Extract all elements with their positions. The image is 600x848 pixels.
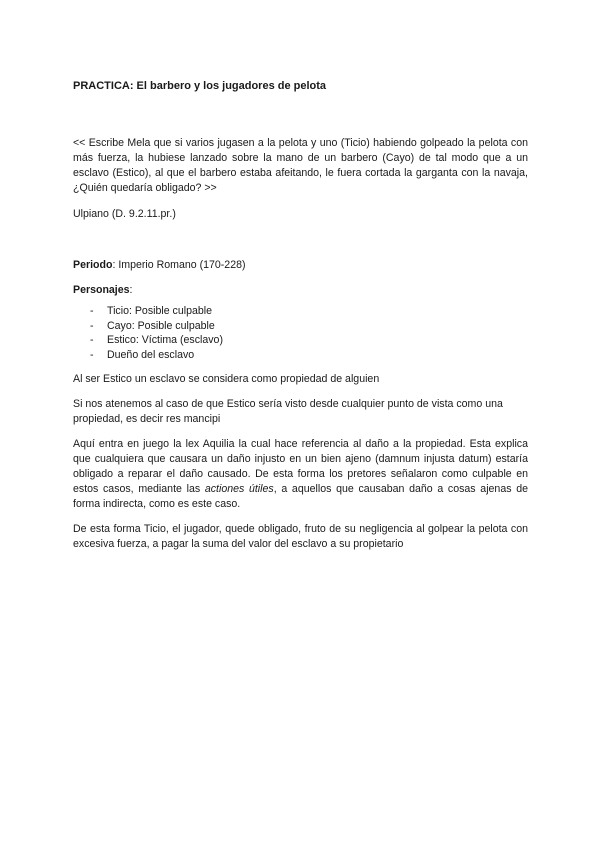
list-item-text: Ticio: Posible culpable <box>107 305 213 317</box>
lex-aquilia-italic: actiones útiles <box>204 483 274 496</box>
list-bullet: - <box>90 319 94 332</box>
list-item <box>73 319 528 334</box>
list-bullet: - <box>90 348 94 361</box>
page-title: PRACTICA: El barbero y los jugadores de pelota <box>73 80 327 92</box>
personajes-label: Personajes <box>73 284 130 296</box>
paragraph-res-mancipi: Si nos atenemos al caso de que Estico sería visto desde cualquier punto de vista como una propiedad, es decir res mancipi <box>73 398 503 426</box>
list-item-text: Dueño del esclavo <box>107 348 195 361</box>
periodo-label: Periodo <box>73 259 113 271</box>
list-bullet: - <box>90 305 94 317</box>
list-item-text: Estico: Víctima (esclavo) <box>107 334 223 347</box>
list-item <box>73 348 528 363</box>
paragraph-lex-aquilia <box>73 437 528 512</box>
personajes-heading <box>73 283 528 298</box>
list-item-text: Cayo: Posible culpable <box>107 319 215 332</box>
list-item <box>73 333 528 348</box>
citation: Ulpiano (D. 9.2.11.pr.) <box>73 208 176 220</box>
periodo-value: : Imperio Romano (170-228) <box>112 259 246 271</box>
quote-paragraph: << Escribe Mela que si varios jugasen a la pelota y uno (Ticio) habiendo golpeado la pelota con más fuerza, la hubiese lanzado sobre la mano de un barbero (Cayo) de tal modo que a un esclavo (Estico), al que el barbero estaba afeitando, le fuera cortada la garganta con la navaja, ¿Quién quedaría obligado? >> <box>73 137 528 194</box>
lex-aquilia-text-b: , a aquellos que causaban daño a cosas ajenas de forma indirecta, como es este caso. <box>73 483 528 511</box>
list-bullet: - <box>90 334 94 347</box>
periodo-line <box>73 258 528 273</box>
personajes-list <box>73 304 528 362</box>
list-item <box>73 304 528 319</box>
paragraph-conclusion: De esta forma Ticio, el jugador, quede obligado, fruto de su negligencia al golpear la pelota con excesiva fuerza, a pagar la suma del valor del esclavo a su propietario <box>73 523 528 551</box>
document-body <box>73 79 528 552</box>
paragraph-propiedad: Al ser Estico un esclavo se considera como propiedad de alguien <box>73 373 380 386</box>
lex-aquilia-text-a: Aquí entra en juego la lex Aquilia la cual hace referencia al daño a la propiedad. Esta explica que cualquiera que causara un daño injusto en un bien ajeno (damnum injusta datum) estaría obligado a reparar el daño causado. De esta forma los pretores señalaron como culpable en estos casos, mediante las <box>73 438 528 496</box>
personajes-suffix: : <box>129 284 133 296</box>
